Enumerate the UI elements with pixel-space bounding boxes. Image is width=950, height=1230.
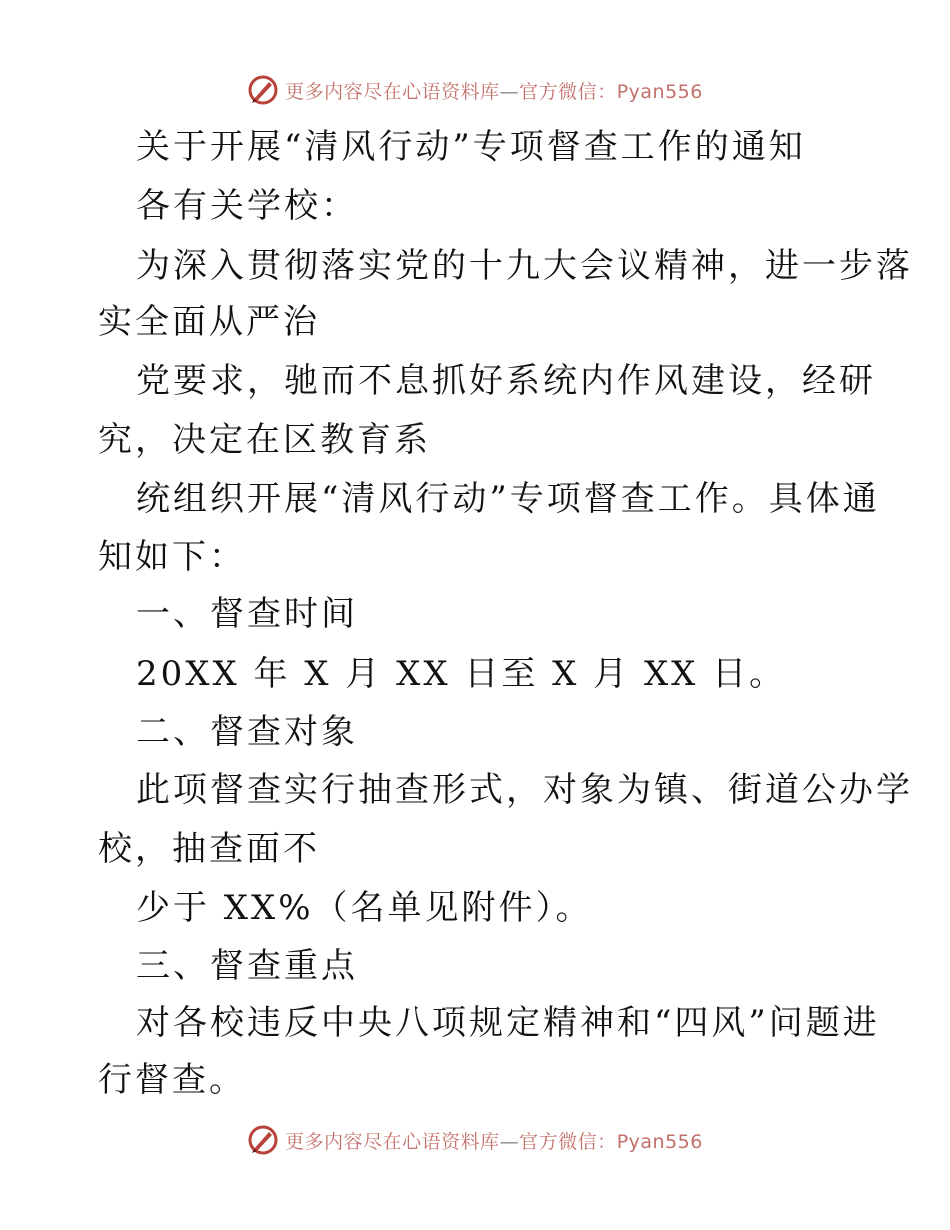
- watermark-text: [285, 1127, 703, 1154]
- watermark-suffix-text: 官方微信：: [519, 1130, 617, 1153]
- paragraph-line: 对各校违反中央八项规定精神和“四风”问题进: [136, 1003, 880, 1043]
- header-watermark: [0, 70, 950, 110]
- paragraph-line: 究，决定在区教育系: [98, 420, 431, 460]
- paragraph-line: 行督查。: [98, 1060, 246, 1100]
- section-heading-time: 一、督查时间: [136, 594, 358, 634]
- paragraph-line: 为深入贯彻落实党的十九大会议精神，进一步落: [136, 246, 913, 286]
- watermark-main-text: 更多内容尽在心语资料库: [285, 80, 500, 103]
- watermark-handle: Pyan556: [616, 1130, 703, 1153]
- paragraph-line: 统组织开展“清风行动”专项督查工作。具体通: [136, 479, 880, 519]
- watermark-text: [285, 77, 703, 104]
- section-heading-focus: 三、督查重点: [136, 946, 358, 986]
- quill-pen-logo-icon: [247, 74, 279, 106]
- paragraph-line: 党要求，驰而不息抓好系统内作风建设，经研: [136, 361, 876, 401]
- footer-watermark: [0, 1120, 950, 1160]
- document-title: 关于开展“清风行动”专项督查工作的通知: [136, 127, 806, 167]
- quill-pen-logo-icon: [247, 1124, 279, 1156]
- watermark-main-text: 更多内容尽在心语资料库: [285, 1130, 500, 1153]
- salutation: 各有关学校：: [136, 186, 358, 226]
- watermark-handle: Pyan556: [616, 80, 703, 103]
- paragraph-line: 少于 XX%（名单见附件）。: [136, 888, 593, 928]
- watermark-separator: —: [499, 1130, 520, 1153]
- paragraph-line: 校，抽查面不: [98, 829, 320, 869]
- watermark-suffix-text: 官方微信：: [519, 80, 617, 103]
- section-heading-target: 二、督查对象: [136, 712, 358, 752]
- paragraph-line: 20XX 年 X 月 XX 日至 X 月 XX 日。: [136, 654, 787, 694]
- watermark-separator: —: [499, 80, 520, 103]
- paragraph-line: 此项督查实行抽查形式，对象为镇、街道公办学: [136, 770, 913, 810]
- paragraph-line: 实全面从严治: [98, 302, 320, 342]
- paragraph-line: 知如下：: [98, 537, 246, 577]
